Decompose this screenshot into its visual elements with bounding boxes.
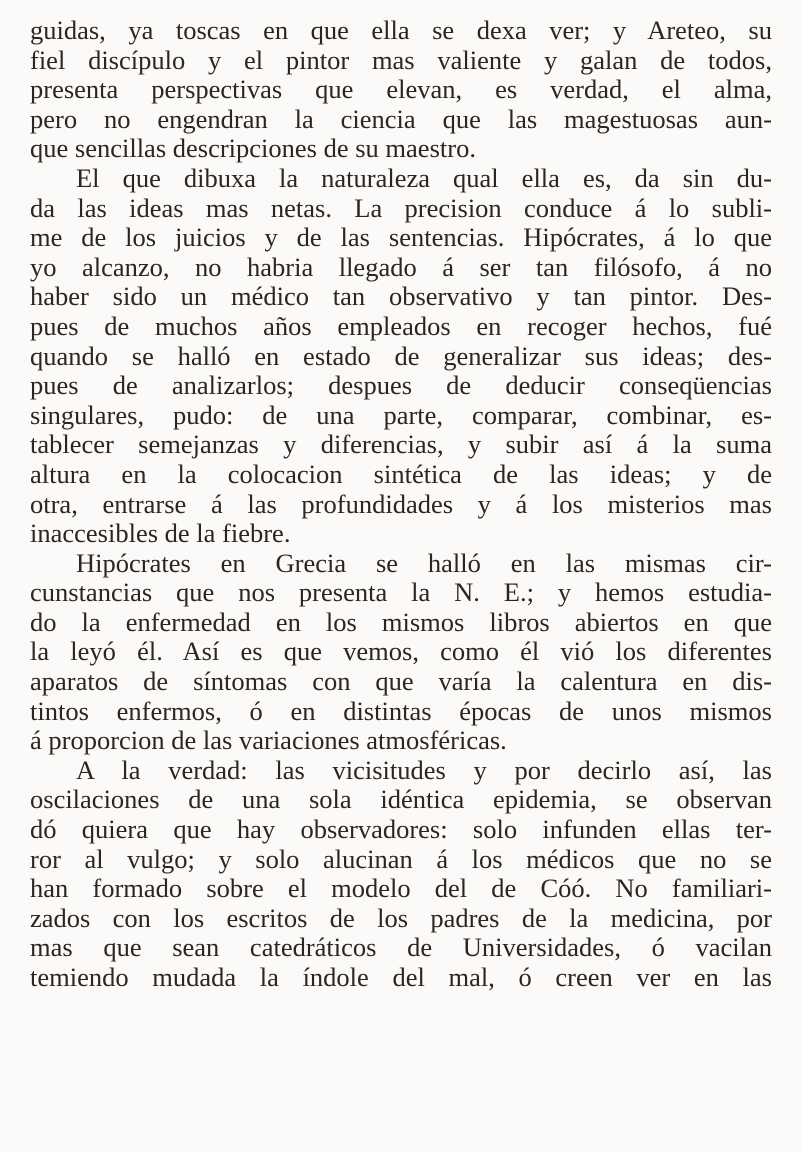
text-line: han formado sobre el modelo del de Cóó. No familiari- xyxy=(30,874,772,904)
text-line: quando se halló en estado de generalizar sus ideas; des- xyxy=(30,341,772,371)
text-line: la leyó él. Así es que vemos, como él vió los diferentes xyxy=(30,637,772,667)
text-line: altura en la colocacion sintética de las ideas; y de xyxy=(30,459,772,489)
text-line: mas que sean catedráticos de Universidades, ó vacilan xyxy=(30,933,772,963)
text-line: A la verdad: las vicisitudes y por decirlo así, las xyxy=(76,755,772,785)
text-line: tintos enfermos, ó en distintas épocas de unos mismos xyxy=(30,696,772,726)
text-line: dó quiera que hay observadores: solo infunden ellas ter- xyxy=(30,815,772,845)
text-line: zados con los escritos de los padres de la medicina, por xyxy=(30,903,772,933)
text-line: cunstancias que nos presenta la N. E.; y hemos estudia- xyxy=(30,578,772,608)
text-line: aparatos de síntomas con que varía la calentura en dis- xyxy=(30,667,772,697)
text-line: presenta perspectivas que elevan, es verdad, el alma, xyxy=(30,75,772,105)
text-line: pero no engendran la ciencia que las magestuosas aun- xyxy=(30,104,772,134)
text-line: pues de muchos años empleados en recoger hechos, fué xyxy=(30,311,772,341)
body-text xyxy=(30,16,772,993)
text-line: que sencillas descripciones de su maestro. xyxy=(30,134,476,164)
text-line: guidas, ya toscas en que ella se dexa ver; y Areteo, su xyxy=(30,16,772,45)
text-line: do la enfermedad en los mismos libros abiertos en que xyxy=(30,607,772,637)
text-line: fiel discípulo y el pintor mas valiente y galan de todos, xyxy=(30,45,772,75)
text-line: inaccesibles de la fiebre. xyxy=(30,519,291,549)
text-line: El que dibuxa la naturaleza qual ella es, da sin du- xyxy=(76,163,772,193)
text-line: pues de analizarlos; despues de deducir conseqüencias xyxy=(30,371,772,401)
text-line: singulares, pudo: de una parte, comparar, combinar, es- xyxy=(30,400,772,430)
text-line: haber sido un médico tan observativo y tan pintor. Des- xyxy=(30,282,772,312)
text-line: á proporcion de las variaciones atmosféricas. xyxy=(30,726,507,756)
text-line: oscilaciones de una sola idéntica epidemia, se observan xyxy=(30,785,772,815)
text-line: me de los juicios y de las sentencias. Hipócrates, á lo que xyxy=(30,223,772,253)
text-line: da las ideas mas netas. La precision conduce á lo subli- xyxy=(30,193,772,223)
text-line: yo alcanzo, no habria llegado á ser tan filósofo, á no xyxy=(30,252,772,282)
text-line: Hipócrates en Grecia se halló en las mismas cir- xyxy=(76,548,772,578)
text-line: otra, entrarse á las profundidades y á los misterios mas xyxy=(30,489,772,519)
text-line: tablecer semejanzas y diferencias, y subir así á la suma xyxy=(30,430,772,460)
text-line: ror al vulgo; y solo alucinan á los médicos que no se xyxy=(30,844,772,874)
text-line: temiendo mudada la índole del mal, ó creen ver en las xyxy=(30,963,772,992)
